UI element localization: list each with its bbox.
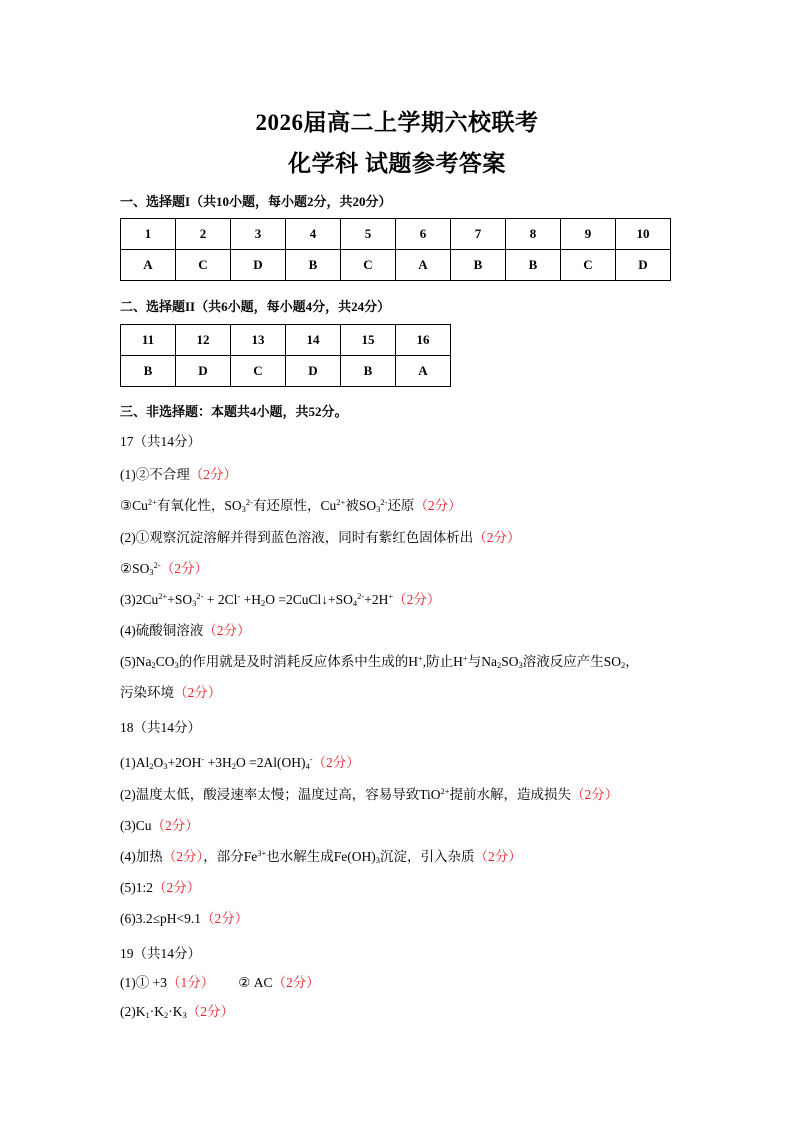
charge: +	[462, 653, 468, 663]
answer-cell: B	[506, 250, 561, 281]
score-label: （2分）	[312, 755, 360, 770]
question-number: 13	[231, 325, 286, 356]
question-number: 8	[506, 219, 561, 250]
section1-heading: 一、选择题I（共10小题，每小题2分，共20分）	[120, 194, 392, 209]
answer-text: 沉淀，引入杂质	[380, 849, 475, 864]
answer-text: ② AC	[238, 975, 273, 990]
answer-text: 有还原性，Cu	[253, 498, 337, 513]
q17-answer-7	[120, 650, 639, 670]
answer-text: CO	[155, 654, 175, 669]
answer-text: (2)温度太低，酸浸速率太慢；温度过高，容易导致TiO	[120, 787, 441, 802]
answer-cell: B	[121, 356, 176, 387]
answer-text: 的作用就是及时消耗反应体系中生成的H	[178, 654, 418, 669]
table-row-answers	[121, 356, 451, 387]
question-number: 16	[396, 325, 451, 356]
charge: -	[309, 754, 313, 764]
charge: 2-	[196, 591, 204, 601]
subscript: 3	[149, 567, 154, 577]
answer-text: (1)②不合理	[120, 467, 190, 482]
question-number: 1	[121, 219, 176, 250]
section2-heading: 二、选择题II（共6小题，每小题4分，共24分）	[120, 299, 391, 314]
question-number: 7	[451, 219, 506, 250]
answer-text: (2)K	[120, 1004, 146, 1019]
score-label: （2分）	[203, 623, 251, 638]
answer-text: (5)1:2	[120, 880, 153, 895]
answer-cell: C	[231, 356, 286, 387]
charge: 2-	[357, 591, 365, 601]
table-row-answers	[121, 250, 671, 281]
subscript: 3	[376, 504, 381, 514]
answer-text: 还原	[387, 498, 415, 513]
q19-answer-2	[120, 1000, 234, 1020]
answer-cell: D	[286, 356, 341, 387]
answer-text: (4)加热	[120, 849, 163, 864]
charge: +	[418, 653, 423, 663]
subscript: 3	[182, 1010, 187, 1020]
charge: 2+	[147, 497, 157, 507]
answer-text: ·K	[168, 1004, 183, 1019]
question-number: 11	[121, 325, 176, 356]
answer-cell: A	[396, 356, 451, 387]
subscript: 1	[145, 1010, 150, 1020]
answer-text: (3)2Cu	[120, 592, 159, 607]
question-number: 3	[231, 219, 286, 250]
question-number: 9	[561, 219, 616, 250]
question-number: 15	[341, 325, 396, 356]
subscript: 2	[496, 660, 502, 670]
charge: 2-	[380, 497, 388, 507]
subscript: 2	[149, 761, 154, 771]
score-label: （2分）	[473, 530, 521, 545]
answer-text: ，	[625, 654, 639, 669]
q18-answer-1	[120, 751, 360, 771]
score-label: （2分）	[186, 1004, 234, 1019]
section2-answer-table	[120, 324, 451, 387]
section3-heading: 三、非选择题：本题共4小题，共52分。	[120, 404, 348, 419]
charge: 2+	[440, 786, 450, 796]
subscript: 3	[518, 660, 523, 670]
answer-text: O =2Al(OH)	[235, 755, 306, 770]
subscript: 4	[305, 761, 310, 771]
answer-text: (3)Cu	[120, 818, 152, 833]
q18-answer-5	[120, 876, 200, 896]
answer-cell: D	[176, 356, 231, 387]
answer-cell: C	[176, 250, 231, 281]
answer-cell: D	[231, 250, 286, 281]
score-label: （1分）	[166, 975, 215, 990]
answer-text: 溶液反应产生SO	[522, 654, 621, 669]
q18-answer-4	[120, 845, 522, 865]
answer-cell: D	[616, 250, 671, 281]
score-label: （2分）	[272, 975, 320, 990]
subscript: 3	[192, 598, 197, 608]
answer-text: SO	[501, 654, 519, 669]
q18-answer-3	[120, 814, 199, 834]
answer-text: ②SO	[120, 561, 150, 576]
q17-answer-5	[120, 588, 440, 608]
table-row-numbers	[121, 325, 451, 356]
answer-text: (5)Na	[120, 654, 152, 669]
answer-text: (2)①观察沉淀溶解并得到蓝色溶液，同时有紫红色固体析出	[120, 530, 474, 545]
answer-text: +2OH	[167, 755, 202, 770]
answer-cell: B	[286, 250, 341, 281]
charge: -	[237, 591, 241, 601]
answer-text: ③Cu	[120, 498, 148, 513]
q17-answer-2	[120, 494, 462, 514]
question-number: 4	[286, 219, 341, 250]
answer-text: +2H	[364, 592, 389, 607]
answer-cell: B	[341, 356, 396, 387]
subscript: 3	[241, 504, 246, 514]
answer-cell: A	[121, 250, 176, 281]
answer-cell: B	[451, 250, 506, 281]
charge: 2-	[245, 497, 254, 507]
subscript: 2	[260, 598, 266, 608]
charge: 2+	[158, 591, 168, 601]
answer-text: (1)① +3	[120, 975, 167, 990]
table-row-numbers	[121, 219, 671, 250]
charge: +	[388, 591, 394, 601]
answer-text: 提前水解，造成损失	[449, 787, 572, 802]
question-number: 5	[341, 219, 396, 250]
q17-answer-1	[120, 463, 237, 483]
q17-answer-7-continued	[120, 681, 221, 701]
charge: 3+	[257, 848, 267, 858]
score-label: （2分）	[174, 685, 222, 700]
q17-header: 17（共14分）	[120, 434, 201, 449]
answer-text: (6)3.2≤pH<9.1	[120, 911, 202, 926]
q19-answer-1	[120, 971, 320, 991]
answer-text: 被SO	[345, 498, 377, 513]
q18-header: 18（共14分）	[120, 720, 201, 735]
score-label: （2分）	[153, 880, 201, 895]
answer-text: O =2CuCl↓+SO	[265, 592, 353, 607]
score-label: （2分）	[571, 787, 619, 802]
q17-answer-4	[120, 557, 208, 577]
question-number: 2	[176, 219, 231, 250]
q17-answer-6	[120, 619, 251, 639]
answer-text: 与Na	[467, 654, 497, 669]
score-label: （2分）	[393, 592, 441, 607]
answer-text: 也水解生成Fe(OH)	[266, 849, 376, 864]
answer-text: O	[153, 755, 164, 770]
score-label: （2分）	[414, 498, 462, 513]
answer-text: + 2Cl	[203, 592, 238, 607]
charge: -	[201, 754, 205, 764]
q18-answer-2	[120, 783, 618, 803]
subscript: 2	[151, 660, 156, 670]
score-label: （2分）	[160, 561, 208, 576]
answer-text: (4)硫酸铜溶液	[120, 623, 204, 638]
subscript: 3	[375, 855, 381, 865]
score-label: （2分）	[189, 467, 237, 482]
answer-text: 有氧化性，SO	[156, 498, 242, 513]
subscript: 2	[164, 1010, 169, 1020]
question-number: 14	[286, 325, 341, 356]
answer-text: +SO	[167, 592, 193, 607]
score-label: （2分）	[151, 818, 199, 833]
page-title: 2026届高二上学期六校联考	[255, 110, 539, 135]
answer-text: ·K	[149, 1004, 164, 1019]
answer-cell: C	[341, 250, 396, 281]
answer-text: +3H	[204, 755, 232, 770]
answer-text: (1)Al	[120, 755, 150, 770]
q17-answer-3	[120, 526, 521, 546]
score-label: （2分）	[201, 911, 249, 926]
question-number: 12	[176, 325, 231, 356]
charge: 2-	[153, 560, 161, 570]
charge: 2+	[336, 497, 346, 507]
subscript: 2	[621, 660, 626, 670]
subscript: 4	[352, 598, 358, 608]
score-label: （2分）	[474, 849, 522, 864]
subscript: 2	[231, 761, 236, 771]
question-number: 6	[396, 219, 451, 250]
q18-answer-6	[120, 907, 248, 927]
answer-cell: A	[396, 250, 451, 281]
answer-text: ,防止H	[422, 654, 463, 669]
section1-answer-table	[120, 218, 671, 281]
page-subtitle: 化学科 试题参考答案	[288, 151, 506, 176]
answer-text: 污染环境	[120, 685, 174, 700]
score-label: （2分）	[162, 849, 204, 864]
subscript: 3	[174, 660, 179, 670]
answer-cell: C	[561, 250, 616, 281]
subscript: 3	[163, 761, 168, 771]
q19-header: 19（共14分）	[120, 946, 201, 961]
answer-text: ，部分Fe	[203, 849, 258, 864]
answer-text: +H	[240, 592, 261, 607]
question-number: 10	[616, 219, 671, 250]
